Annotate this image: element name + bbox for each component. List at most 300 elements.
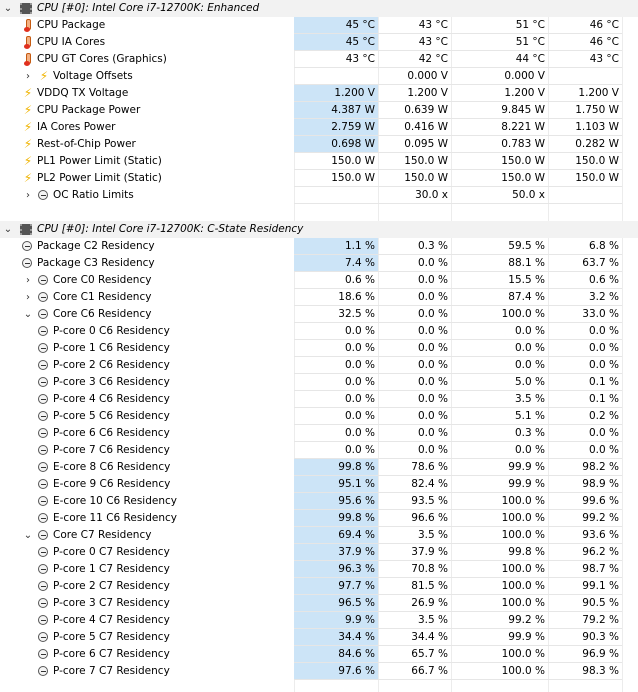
sensor-value-min: 0.0 %	[378, 442, 451, 459]
sensor-value-max: 100.0 %	[451, 595, 548, 612]
sensor-label: Core C1 Residency	[53, 291, 152, 303]
sensor-label: P-core 1 C6 Residency	[53, 342, 170, 354]
sensor-value-current: 97.7 %	[294, 578, 378, 595]
sensor-value-max: 1.200 V	[451, 85, 548, 102]
sensor-value-current: 96.3 %	[294, 561, 378, 578]
sensor-value-avg: 1.103 W	[548, 119, 622, 136]
sensor-value-min: 0.0 %	[378, 289, 451, 306]
chevron-down-icon[interactable]: ⌄	[3, 3, 13, 14]
sensor-value-max: 150.0 W	[451, 153, 548, 170]
sensor-value-min: 3.5 %	[378, 527, 451, 544]
sensor-row[interactable]	[0, 612, 638, 629]
sensor-value-max: 0.0 %	[451, 340, 548, 357]
sensor-value-current: 0.698 W	[294, 136, 378, 153]
sensor-value-min: 0.0 %	[378, 391, 451, 408]
sensor-name-cell	[0, 459, 294, 476]
sensor-name-cell	[0, 629, 294, 646]
sensor-value-avg: 150.0 W	[548, 153, 622, 170]
sensor-name-cell	[0, 527, 294, 544]
thermometer-icon	[22, 19, 34, 32]
bolt-icon: ⚡	[23, 120, 33, 134]
sensor-row[interactable]	[0, 425, 638, 442]
sensor-value-min: 82.4 %	[378, 476, 451, 493]
sensor-row[interactable]	[0, 306, 638, 323]
sensor-value-current: 95.1 %	[294, 476, 378, 493]
clock-icon	[38, 411, 48, 421]
clock-icon	[38, 479, 48, 489]
sensor-value-avg: 0.0 %	[548, 323, 622, 340]
sensor-value-avg	[548, 68, 622, 85]
sensor-value-max: 100.0 %	[451, 646, 548, 663]
chevron-down-icon[interactable]: ⌄	[23, 530, 33, 541]
sensor-name-cell	[0, 408, 294, 425]
sensor-row[interactable]	[0, 357, 638, 374]
sensor-value-max: 100.0 %	[451, 306, 548, 323]
sensor-value-avg: 0.6 %	[548, 272, 622, 289]
sensor-value-min: 1.200 V	[378, 85, 451, 102]
sensor-value-min: 0.0 %	[378, 272, 451, 289]
sensor-label: VDDQ TX Voltage	[37, 87, 129, 99]
sensor-value-current: 97.6 %	[294, 663, 378, 680]
sensor-name-cell	[0, 374, 294, 391]
clock-icon	[38, 462, 48, 472]
sensor-value-min: 0.0 %	[378, 425, 451, 442]
sensor-value-min: 0.3 %	[378, 238, 451, 255]
sensor-label: Core C6 Residency	[53, 308, 152, 320]
sensor-name-cell	[0, 425, 294, 442]
sensor-value-max: 0.0 %	[451, 357, 548, 374]
sensor-value-min: 0.0 %	[378, 408, 451, 425]
sensor-name-cell	[0, 612, 294, 629]
clock-icon	[38, 547, 48, 557]
sensor-value-current: 45 °C	[294, 34, 378, 51]
cpu-chip-icon	[20, 224, 32, 235]
sensor-label: E-core 9 C6 Residency	[53, 478, 171, 490]
sensor-value-max: 51 °C	[451, 34, 548, 51]
sensor-row[interactable]	[0, 136, 638, 153]
sensor-value-min: 26.9 %	[378, 595, 451, 612]
sensor-value-max: 99.2 %	[451, 612, 548, 629]
sensor-label: Core C7 Residency	[53, 529, 152, 541]
clock-icon	[38, 564, 48, 574]
chevron-down-icon[interactable]: ⌄	[3, 224, 13, 235]
sensor-value-current: 43 °C	[294, 51, 378, 68]
sensor-value-avg: 98.9 %	[548, 476, 622, 493]
sensor-value-min: 0.095 W	[378, 136, 451, 153]
sensor-value-current: 0.6 %	[294, 272, 378, 289]
sensor-value-max: 100.0 %	[451, 510, 548, 527]
sensor-label: P-core 5 C7 Residency	[53, 631, 170, 643]
sensor-value-min: 0.0 %	[378, 374, 451, 391]
sensor-value-avg: 99.1 %	[548, 578, 622, 595]
sensor-name-cell	[0, 272, 294, 289]
sensor-name-cell	[0, 442, 294, 459]
clock-icon	[22, 241, 32, 251]
sensor-value-max: 100.0 %	[451, 578, 548, 595]
sensor-name-cell	[0, 357, 294, 374]
sensor-value-max: 100.0 %	[451, 663, 548, 680]
sensor-value-avg: 63.7 %	[548, 255, 622, 272]
clock-icon	[38, 649, 48, 659]
sensor-label: P-core 6 C6 Residency	[53, 427, 170, 439]
sensor-value-max: 100.0 %	[451, 527, 548, 544]
sensor-value-avg: 98.2 %	[548, 459, 622, 476]
sensor-value-max: 0.0 %	[451, 442, 548, 459]
sensor-label: PL2 Power Limit (Static)	[37, 172, 162, 184]
sensor-value-min: 34.4 %	[378, 629, 451, 646]
sensor-value-avg: 98.3 %	[548, 663, 622, 680]
clock-icon	[38, 309, 48, 319]
sensor-value-max: 5.1 %	[451, 408, 548, 425]
clock-icon	[38, 581, 48, 591]
sensor-label: CPU Package Power	[37, 104, 141, 116]
sensor-label: CPU GT Cores (Graphics)	[37, 53, 167, 65]
sensor-value-max: 5.0 %	[451, 374, 548, 391]
sensor-value-min: 0.416 W	[378, 119, 451, 136]
sensor-row[interactable]	[0, 68, 638, 85]
group-title: CPU [#0]: Intel Core i7-12700K: Enhanced	[37, 2, 260, 14]
sensor-value-min: 96.6 %	[378, 510, 451, 527]
sensor-value-current: 0.0 %	[294, 425, 378, 442]
clock-icon	[38, 292, 48, 302]
bolt-icon: ⚡	[39, 69, 49, 83]
sensor-label: P-core 3 C7 Residency	[53, 597, 170, 609]
sensor-label: P-core 3 C6 Residency	[53, 376, 170, 388]
sensor-name-cell	[0, 391, 294, 408]
sensor-value-max: 150.0 W	[451, 170, 548, 187]
sensor-value-avg: 0.0 %	[548, 340, 622, 357]
clock-icon	[38, 666, 48, 676]
sensor-value-avg: 96.9 %	[548, 646, 622, 663]
sensor-row[interactable]	[0, 323, 638, 340]
sensor-name-cell	[0, 136, 294, 153]
sensor-value-avg: 0.0 %	[548, 442, 622, 459]
sensor-value-min: 81.5 %	[378, 578, 451, 595]
sensor-label: Package C3 Residency	[37, 257, 155, 269]
sensor-value-avg: 3.2 %	[548, 289, 622, 306]
sensor-row[interactable]	[0, 578, 638, 595]
sensor-row[interactable]	[0, 459, 638, 476]
chevron-right-icon[interactable]: ›	[26, 190, 30, 201]
bolt-icon: ⚡	[23, 103, 33, 117]
sensor-value-min: 65.7 %	[378, 646, 451, 663]
sensor-value-current: 95.6 %	[294, 493, 378, 510]
sensor-row[interactable]	[0, 34, 638, 51]
cpu-chip-icon	[20, 3, 32, 14]
sensor-value-min: 0.0 %	[378, 323, 451, 340]
sensor-row[interactable]	[0, 442, 638, 459]
sensor-label: E-core 11 C6 Residency	[53, 512, 177, 524]
sensor-value-max: 87.4 %	[451, 289, 548, 306]
sensor-value-avg: 43 °C	[548, 51, 622, 68]
sensor-value-max: 99.9 %	[451, 629, 548, 646]
sensor-row[interactable]	[0, 663, 638, 680]
sensor-name-cell	[0, 255, 294, 272]
sensor-value-current: 4.387 W	[294, 102, 378, 119]
sensor-value-avg: 0.0 %	[548, 425, 622, 442]
sensor-value-max: 0.0 %	[451, 323, 548, 340]
sensor-label: IA Cores Power	[37, 121, 116, 133]
sensor-value-min: 0.0 %	[378, 357, 451, 374]
sensor-value-avg: 0.282 W	[548, 136, 622, 153]
sensor-name-cell	[0, 85, 294, 102]
sensor-value-max: 88.1 %	[451, 255, 548, 272]
sensor-row[interactable]	[0, 272, 638, 289]
bolt-icon: ⚡	[23, 154, 33, 168]
sensor-value-max: 99.9 %	[451, 459, 548, 476]
sensor-label: P-core 4 C6 Residency	[53, 393, 170, 405]
sensor-value-current: 34.4 %	[294, 629, 378, 646]
sensor-name-cell	[0, 663, 294, 680]
sensor-value-avg: 46 °C	[548, 34, 622, 51]
sensor-name-cell	[0, 340, 294, 357]
sensor-label: P-core 7 C7 Residency	[53, 665, 170, 677]
sensor-value-min: 0.0 %	[378, 340, 451, 357]
sensor-value-current: 1.200 V	[294, 85, 378, 102]
clock-icon	[38, 598, 48, 608]
sensor-label: P-core 0 C7 Residency	[53, 546, 170, 558]
sensor-value-current: 18.6 %	[294, 289, 378, 306]
sensor-value-min: 42 °C	[378, 51, 451, 68]
sensor-value-avg: 6.8 %	[548, 238, 622, 255]
sensor-value-max: 3.5 %	[451, 391, 548, 408]
sensor-row[interactable]	[0, 238, 638, 255]
sensor-name-cell	[0, 289, 294, 306]
sensor-name-cell	[0, 561, 294, 578]
chevron-down-icon[interactable]: ⌄	[23, 309, 33, 320]
sensor-value-current: 0.0 %	[294, 374, 378, 391]
sensor-value-current: 84.6 %	[294, 646, 378, 663]
sensor-row[interactable]	[0, 493, 638, 510]
bolt-icon: ⚡	[23, 86, 33, 100]
sensor-name-cell	[0, 153, 294, 170]
sensor-value-current: 0.0 %	[294, 408, 378, 425]
sensor-value-max: 0.783 W	[451, 136, 548, 153]
sensor-value-min: 0.000 V	[378, 68, 451, 85]
sensor-value-min: 43 °C	[378, 34, 451, 51]
sensor-value-max: 99.8 %	[451, 544, 548, 561]
sensor-row[interactable]	[0, 51, 638, 68]
sensor-name-cell	[0, 238, 294, 255]
sensor-value-avg: 79.2 %	[548, 612, 622, 629]
sensor-label: P-core 1 C7 Residency	[53, 563, 170, 575]
group-title: CPU [#0]: Intel Core i7-12700K: C-State Residency	[37, 223, 304, 235]
sensor-name-cell	[0, 493, 294, 510]
sensor-label: PL1 Power Limit (Static)	[37, 155, 162, 167]
sensor-row[interactable]	[0, 85, 638, 102]
sensor-name-cell	[0, 68, 294, 85]
bolt-icon: ⚡	[23, 137, 33, 151]
sensor-name-cell	[0, 102, 294, 119]
sensor-name-cell	[0, 646, 294, 663]
clock-icon	[38, 190, 48, 200]
sensor-name-cell	[0, 323, 294, 340]
group-header[interactable]	[0, 0, 638, 17]
sensor-value-current: 32.5 %	[294, 306, 378, 323]
sensor-name-cell	[0, 17, 294, 34]
sensor-name-cell	[0, 578, 294, 595]
sensor-row[interactable]	[0, 391, 638, 408]
clock-icon	[38, 445, 48, 455]
sensor-name-cell	[0, 476, 294, 493]
sensor-value-max: 99.9 %	[451, 476, 548, 493]
sensor-name-cell	[0, 187, 294, 204]
sensor-value-avg: 46 °C	[548, 17, 622, 34]
sensor-value-current	[294, 68, 378, 85]
sensor-value-current: 0.0 %	[294, 340, 378, 357]
sensor-value-avg: 98.7 %	[548, 561, 622, 578]
bolt-icon: ⚡	[23, 171, 33, 185]
clock-icon	[38, 377, 48, 387]
chevron-right-icon[interactable]: ›	[26, 292, 30, 303]
sensor-value-max: 9.845 W	[451, 102, 548, 119]
group-header[interactable]	[0, 221, 638, 238]
sensor-value-current: 150.0 W	[294, 170, 378, 187]
sensor-label: P-core 7 C6 Residency	[53, 444, 170, 456]
sensor-value-min: 150.0 W	[378, 153, 451, 170]
sensor-row[interactable]	[0, 340, 638, 357]
chevron-right-icon[interactable]: ›	[26, 71, 30, 82]
sensor-label: CPU Package	[37, 19, 106, 31]
sensor-label: P-core 4 C7 Residency	[53, 614, 170, 626]
sensor-value-min: 0.0 %	[378, 255, 451, 272]
sensor-value-max: 100.0 %	[451, 561, 548, 578]
sensor-row[interactable]	[0, 595, 638, 612]
sensor-value-current: 0.0 %	[294, 323, 378, 340]
sensor-value-avg: 33.0 %	[548, 306, 622, 323]
sensor-label: P-core 0 C6 Residency	[53, 325, 170, 337]
sensor-label: Rest-of-Chip Power	[37, 138, 136, 150]
sensor-value-avg: 96.2 %	[548, 544, 622, 561]
sensor-value-avg: 99.2 %	[548, 510, 622, 527]
sensor-value-max: 44 °C	[451, 51, 548, 68]
sensor-value-avg: 93.6 %	[548, 527, 622, 544]
sensor-value-current: 0.0 %	[294, 442, 378, 459]
sensor-row[interactable]	[0, 476, 638, 493]
sensor-name-cell	[0, 170, 294, 187]
sensor-value-current: 99.8 %	[294, 510, 378, 527]
sensor-label: P-core 2 C6 Residency	[53, 359, 170, 371]
sensor-row[interactable]	[0, 102, 638, 119]
sensor-value-avg: 1.200 V	[548, 85, 622, 102]
sensor-row[interactable]	[0, 187, 638, 204]
clock-icon	[38, 428, 48, 438]
sensor-value-avg: 150.0 W	[548, 170, 622, 187]
sensor-label: P-core 6 C7 Residency	[53, 648, 170, 660]
sensor-value-min: 78.6 %	[378, 459, 451, 476]
sensor-label: E-core 8 C6 Residency	[53, 461, 171, 473]
sensor-row[interactable]	[0, 629, 638, 646]
sensor-value-min: 37.9 %	[378, 544, 451, 561]
sensor-value-max: 0.3 %	[451, 425, 548, 442]
sensor-value-current: 2.759 W	[294, 119, 378, 136]
sensor-value-current: 45 °C	[294, 17, 378, 34]
thermometer-icon	[22, 53, 34, 66]
sensor-name-cell	[0, 544, 294, 561]
sensor-value-max: 59.5 %	[451, 238, 548, 255]
sensor-value-current: 69.4 %	[294, 527, 378, 544]
sensor-label: Core C0 Residency	[53, 274, 152, 286]
sensor-name-cell	[0, 306, 294, 323]
clock-icon	[38, 326, 48, 336]
sensor-value-max: 15.5 %	[451, 272, 548, 289]
sensor-value-avg: 90.5 %	[548, 595, 622, 612]
sensor-name-cell	[0, 595, 294, 612]
sensor-value-current	[294, 187, 378, 204]
sensor-value-min: 3.5 %	[378, 612, 451, 629]
sensor-row[interactable]	[0, 544, 638, 561]
sensor-value-min: 70.8 %	[378, 561, 451, 578]
clock-icon	[38, 343, 48, 353]
sensor-value-current: 37.9 %	[294, 544, 378, 561]
sensor-label: CPU IA Cores	[37, 36, 106, 48]
sensor-row[interactable]	[0, 255, 638, 272]
clock-icon	[22, 258, 32, 268]
sensor-value-avg: 99.6 %	[548, 493, 622, 510]
sensor-value-avg	[548, 187, 622, 204]
sensor-value-avg: 0.1 %	[548, 374, 622, 391]
clock-icon	[38, 360, 48, 370]
clock-icon	[38, 632, 48, 642]
chevron-right-icon[interactable]: ›	[26, 275, 30, 286]
sensor-value-min: 0.0 %	[378, 306, 451, 323]
sensor-value-current: 0.0 %	[294, 357, 378, 374]
sensor-row[interactable]	[0, 170, 638, 187]
sensor-label: E-core 10 C6 Residency	[53, 495, 177, 507]
sensor-value-min: 150.0 W	[378, 170, 451, 187]
sensor-value-current: 150.0 W	[294, 153, 378, 170]
sensor-label: Voltage Offsets	[53, 70, 133, 82]
sensor-row[interactable]	[0, 561, 638, 578]
sensor-value-current: 9.9 %	[294, 612, 378, 629]
sensor-name-cell	[0, 119, 294, 136]
sensor-name-cell	[0, 34, 294, 51]
sensor-value-max: 100.0 %	[451, 493, 548, 510]
sensor-value-avg: 90.3 %	[548, 629, 622, 646]
sensor-value-max: 51 °C	[451, 17, 548, 34]
sensor-row[interactable]	[0, 119, 638, 136]
sensor-value-max: 8.221 W	[451, 119, 548, 136]
sensor-row[interactable]	[0, 153, 638, 170]
sensor-row[interactable]	[0, 17, 638, 34]
sensor-value-avg: 1.750 W	[548, 102, 622, 119]
sensor-value-min: 43 °C	[378, 17, 451, 34]
sensor-value-avg: 0.2 %	[548, 408, 622, 425]
sensor-value-current: 0.0 %	[294, 391, 378, 408]
clock-icon	[38, 615, 48, 625]
sensor-row[interactable]	[0, 510, 638, 527]
sensor-row[interactable]	[0, 527, 638, 544]
group-spacer	[0, 204, 638, 221]
sensor-value-current: 96.5 %	[294, 595, 378, 612]
sensor-name-cell	[0, 510, 294, 527]
clock-icon	[38, 275, 48, 285]
sensor-row[interactable]	[0, 289, 638, 306]
sensor-row[interactable]	[0, 374, 638, 391]
sensor-value-avg: 0.0 %	[548, 357, 622, 374]
sensor-value-max: 50.0 x	[451, 187, 548, 204]
sensor-row[interactable]	[0, 646, 638, 663]
sensor-value-min: 0.639 W	[378, 102, 451, 119]
sensor-value-current: 7.4 %	[294, 255, 378, 272]
clock-icon	[38, 394, 48, 404]
sensor-row[interactable]	[0, 408, 638, 425]
sensor-label: OC Ratio Limits	[53, 189, 134, 201]
clock-icon	[38, 530, 48, 540]
sensor-value-current: 1.1 %	[294, 238, 378, 255]
sensor-value-min: 93.5 %	[378, 493, 451, 510]
sensor-value-min: 30.0 x	[378, 187, 451, 204]
